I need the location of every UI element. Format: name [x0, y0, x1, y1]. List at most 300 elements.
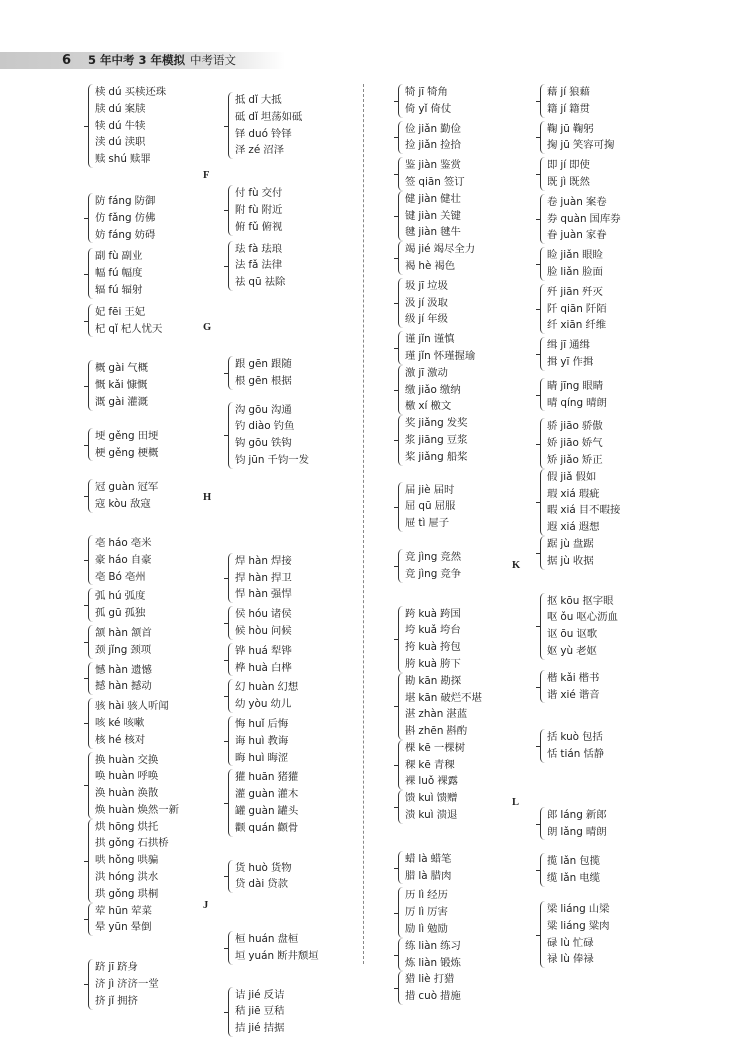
character: 即 [547, 159, 558, 172]
word-entry [547, 519, 680, 536]
pinyin: jiàn [418, 226, 438, 239]
word-entry [95, 84, 228, 101]
character: 溃 [405, 809, 416, 822]
word-group [228, 769, 368, 836]
pinyin: huán [248, 933, 275, 946]
character: 碌 [547, 936, 558, 949]
example-word: 钓鱼 [273, 420, 295, 433]
example-word: 楷书 [578, 671, 600, 684]
example-word: 冠军 [137, 481, 159, 494]
character: 垮 [405, 624, 416, 637]
character: 孤 [95, 607, 106, 620]
example-word: 晴朗 [585, 825, 607, 838]
pinyin: gài [108, 395, 125, 408]
word-group [540, 729, 680, 763]
character: 据 [547, 554, 558, 567]
column-3 [398, 84, 538, 1005]
character: 候 [235, 624, 246, 637]
example-word: 腊肉 [430, 869, 452, 882]
column-1 [88, 84, 228, 1010]
pinyin: dǐ [248, 94, 258, 106]
example-word: 问候 [270, 624, 292, 637]
word-entry [95, 210, 228, 227]
word-group [228, 606, 368, 640]
word-entry [405, 258, 538, 275]
pinyin: juàn [560, 195, 583, 208]
example-word: 捡拾 [440, 139, 461, 152]
pinyin: hài [108, 700, 125, 713]
character: 冠 [95, 481, 106, 494]
example-word: 豆浆 [446, 433, 468, 446]
character: 歼 [547, 285, 558, 298]
example-word: 核对 [124, 733, 146, 746]
word-entry [405, 365, 538, 382]
character: 秸 [235, 1005, 246, 1018]
word-entry [235, 435, 368, 452]
word-entry [95, 445, 228, 462]
pinyin: fù [248, 203, 259, 216]
character: 核 [95, 733, 106, 746]
character: 湛 [405, 708, 416, 721]
pinyin: hàn [248, 554, 268, 567]
pinyin: liàn [418, 939, 438, 952]
word-group [398, 971, 538, 1005]
word-group [228, 643, 368, 677]
character: 焕 [95, 803, 106, 816]
character: 谐 [547, 688, 558, 701]
character: 睛 [547, 379, 558, 392]
word-entry [95, 360, 228, 377]
character: 奖 [405, 417, 416, 430]
pinyin: fǎng [108, 211, 132, 224]
example-word: 垮台 [440, 624, 461, 637]
word-entry [405, 757, 538, 774]
word-entry [405, 84, 538, 101]
example-word: 破烂不堪 [440, 691, 482, 704]
character: 颔 [95, 626, 106, 639]
character: 犄 [405, 86, 416, 98]
character: 纤 [547, 319, 558, 332]
word-entry [547, 729, 680, 746]
character: 挎 [405, 641, 416, 654]
character: 斟 [405, 725, 416, 738]
pinyin: dú [108, 119, 122, 132]
word-entry [95, 101, 228, 118]
pinyin: hòu [248, 624, 268, 637]
word-group [398, 415, 538, 465]
example-word: 荤菜 [131, 904, 152, 917]
example-word: 山梁 [588, 903, 610, 916]
pinyin: luǒ [418, 775, 435, 788]
example-word: 副业 [121, 250, 143, 263]
pinyin: jǐn [418, 333, 431, 346]
example-word: 娇气 [581, 437, 603, 450]
character: 级 [405, 313, 416, 326]
example-word: 坦荡如砥 [260, 110, 303, 123]
pinyin: kuò [560, 731, 580, 744]
example-word: 涣散 [137, 787, 159, 800]
example-word: 矫正 [581, 453, 603, 466]
character: 恬 [547, 748, 558, 761]
pinyin: hè [418, 259, 432, 272]
example-word: 田埂 [137, 429, 159, 442]
pinyin: jūn [248, 453, 265, 466]
pinyin: cuò [418, 990, 438, 1003]
pinyin: hǒng [108, 854, 135, 867]
example-word: 猪獾 [277, 771, 299, 784]
word-group [540, 157, 680, 191]
character: 贷 [235, 878, 246, 891]
word-entry [95, 976, 228, 993]
word-entry [547, 301, 680, 318]
word-entry [547, 609, 680, 626]
word-entry [235, 660, 368, 677]
pinyin: jiàn [418, 209, 438, 222]
pinyin: ké [108, 716, 121, 729]
word-entry [405, 224, 538, 241]
word-group [540, 807, 680, 841]
word-group [88, 193, 228, 243]
example-word: 谨慎 [433, 333, 455, 346]
pinyin: yòu [248, 698, 268, 711]
character: 桦 [235, 661, 246, 674]
character: 洪 [95, 871, 106, 884]
example-word: 鞠躬 [572, 122, 594, 135]
example-word: 电缆 [579, 872, 601, 885]
character: 挤 [95, 994, 106, 1007]
pinyin: huàn [248, 681, 275, 694]
word-entry [405, 690, 538, 707]
example-word: 俯视 [261, 220, 283, 233]
character: 捡 [405, 139, 416, 152]
word-group [540, 418, 680, 468]
example-word: 垃圾 [427, 279, 448, 292]
pinyin: liáng [560, 903, 586, 916]
character: 概 [95, 362, 106, 375]
example-word: 晕倒 [130, 921, 152, 934]
character: 幼 [235, 698, 246, 711]
pinyin: zhàn [418, 708, 444, 721]
example-word: 骇人听闻 [127, 700, 169, 713]
example-word: 铃铎 [270, 127, 292, 140]
pinyin: kuì [418, 809, 434, 822]
example-word: 幅度 [121, 267, 143, 280]
pinyin: hàn [108, 663, 128, 676]
character: 粱 [547, 919, 558, 932]
pinyin: qū [418, 500, 432, 513]
character: 铎 [235, 127, 246, 140]
pinyin: lì [418, 889, 425, 902]
pinyin: jiǎo [560, 453, 579, 466]
pinyin: jī [418, 86, 425, 98]
word-entry [405, 415, 538, 432]
example-word: 经历 [427, 889, 448, 902]
word-entry [547, 853, 680, 870]
pinyin: guàn [108, 481, 135, 494]
word-entry [547, 211, 680, 228]
pinyin: jiàn [418, 159, 438, 172]
character: 汲 [405, 296, 416, 309]
example-word: 谐音 [578, 688, 600, 701]
pinyin: gū [108, 607, 122, 620]
character: 诘 [235, 988, 246, 1001]
pinyin: dú [108, 86, 122, 98]
word-entry [547, 626, 680, 643]
pinyin: liè [418, 973, 431, 986]
character: 涣 [95, 787, 106, 800]
word-group [88, 698, 228, 748]
word-entry [547, 227, 680, 244]
character: 砥 [235, 110, 246, 123]
character: 幻 [235, 681, 246, 694]
word-entry [95, 785, 228, 802]
word-group [88, 959, 228, 1009]
character: 瑕 [547, 487, 558, 500]
pinyin: lǎn [560, 872, 577, 885]
pinyin: fēi [108, 305, 122, 318]
pinyin: jiè [418, 483, 431, 496]
word-entry [547, 593, 680, 610]
character: 犊 [95, 119, 106, 132]
pinyin: fáng [108, 228, 132, 241]
example-word: 汲取 [427, 296, 448, 309]
example-word: 颔首 [130, 626, 152, 639]
word-entry [235, 643, 368, 660]
word-entry [405, 382, 538, 399]
word-entry [235, 623, 368, 640]
character: 健 [405, 192, 416, 205]
pinyin: jī [560, 339, 567, 352]
word-entry [547, 824, 680, 841]
character: 妃 [95, 305, 106, 318]
word-group [398, 241, 538, 275]
pinyin: jié [248, 1022, 261, 1035]
pinyin: jì [108, 978, 115, 991]
word-group [398, 365, 538, 415]
word-entry [547, 317, 680, 334]
word-entry [405, 101, 538, 118]
pinyin: kuà [418, 607, 438, 620]
character: 钧 [235, 453, 246, 466]
pinyin: jǐn [418, 349, 431, 362]
word-entry [235, 418, 368, 435]
pinyin: jīng [560, 379, 580, 392]
character: 掬 [547, 139, 558, 152]
pinyin: huàn [108, 770, 135, 783]
pinyin: gěng [108, 446, 135, 459]
character: 呕 [547, 611, 558, 624]
example-word: 灌溉 [127, 395, 149, 408]
example-word: 渎职 [124, 136, 146, 149]
pinyin: jiǎn [418, 122, 438, 135]
pinyin: lì [418, 906, 425, 919]
word-group [540, 469, 680, 536]
word-entry [547, 901, 680, 918]
word-entry [405, 241, 538, 258]
character: 倚 [405, 102, 416, 115]
character: 捍 [235, 571, 246, 584]
word-entry [405, 868, 538, 885]
example-word: 目不暇接 [578, 504, 621, 517]
character: 晕 [95, 921, 106, 934]
character: 屉 [405, 517, 416, 530]
pinyin: gǒng [108, 837, 135, 850]
word-entry [235, 696, 368, 713]
section-letter-l: L [512, 797, 520, 808]
character: 讴 [547, 628, 558, 641]
word-entry [547, 536, 680, 553]
column-2 [228, 84, 368, 1037]
example-word: 眼睑 [582, 249, 603, 262]
pinyin: jī [108, 961, 115, 974]
pinyin: kān [418, 691, 438, 704]
pinyin: huǐ [248, 717, 265, 730]
character: 附 [235, 203, 246, 216]
pinyin: jù [560, 537, 570, 550]
example-word: 褐色 [434, 259, 456, 272]
example-word: 颧骨 [277, 821, 299, 834]
word-entry [547, 121, 680, 138]
word-entry [405, 449, 538, 466]
pinyin: yù [560, 644, 574, 657]
pinyin: xiá [560, 487, 576, 500]
word-entry [235, 1020, 368, 1037]
character: 竞 [405, 567, 416, 580]
word-entry [95, 768, 228, 785]
word-entry [405, 348, 538, 365]
example-word: 打猎 [433, 973, 455, 986]
word-entry [405, 622, 538, 639]
word-group [228, 241, 368, 291]
pinyin: gài [108, 362, 125, 375]
word-group [88, 819, 228, 903]
character: 跟 [235, 357, 246, 370]
word-group [228, 92, 368, 159]
character: 埂 [95, 429, 106, 442]
character: 鞠 [547, 122, 558, 135]
character: 谨 [405, 333, 416, 346]
example-word: 咳嗽 [123, 716, 145, 729]
example-word: 国库券 [589, 212, 621, 225]
pinyin: háo [108, 536, 128, 549]
example-word: 附近 [261, 203, 283, 216]
character: 睑 [547, 249, 558, 262]
example-word: 湛蓝 [446, 708, 468, 721]
pinyin: huò [248, 861, 268, 874]
pinyin: quán [248, 821, 275, 834]
example-word: 诸侯 [270, 608, 292, 621]
section-letter-h: H [203, 492, 212, 503]
word-entry [547, 157, 680, 174]
word-entry [405, 938, 538, 955]
pinyin: kē [418, 741, 431, 754]
pinyin: hóng [108, 871, 135, 884]
example-word: 豆秸 [263, 1005, 285, 1018]
example-word: 祛除 [264, 276, 286, 289]
book-title: 5 年中考 3 年模拟 [88, 53, 186, 67]
example-word: 敌寇 [129, 498, 151, 511]
character: 颈 [95, 643, 106, 656]
word-entry [235, 452, 368, 469]
example-word: 包括 [582, 731, 603, 744]
character: 悍 [235, 588, 246, 601]
word-entry [405, 121, 538, 138]
pinyin: gǒng [108, 887, 135, 900]
pinyin: huān [248, 771, 275, 784]
pinyin: qū [248, 276, 262, 289]
word-group [228, 931, 368, 965]
example-word: 呼唤 [137, 770, 159, 783]
example-word: 反诘 [263, 988, 285, 1001]
word-group [540, 84, 680, 118]
example-word: 仿佛 [134, 211, 156, 224]
word-entry [95, 732, 228, 749]
character: 禄 [547, 953, 558, 966]
character: 垣 [235, 949, 246, 962]
example-word: 捍卫 [270, 571, 292, 584]
character: 厉 [405, 906, 416, 919]
word-entry [95, 715, 228, 732]
pinyin: gěng [108, 429, 135, 442]
pinyin: hūn [108, 904, 129, 917]
word-entry [235, 373, 368, 390]
word-entry [235, 142, 368, 159]
example-word: 馈赠 [436, 792, 458, 805]
pinyin: kōu [560, 594, 580, 607]
character: 杞 [95, 322, 106, 335]
character: 寇 [95, 498, 106, 511]
word-entry [235, 786, 368, 803]
character: 骄 [547, 420, 558, 433]
example-word: 眼睛 [582, 379, 604, 392]
pinyin: fù [108, 250, 119, 263]
example-word: 焕然一新 [137, 803, 180, 816]
word-group [88, 248, 228, 298]
example-word: 签订 [443, 175, 465, 188]
word-entry [405, 432, 538, 449]
word-entry [235, 1003, 368, 1020]
word-group [88, 535, 228, 585]
character: 缉 [547, 339, 558, 352]
pinyin: dú [108, 102, 122, 115]
example-word: 狼藉 [569, 86, 590, 98]
pinyin: Bó [108, 570, 122, 583]
example-word: 鉴赏 [440, 159, 461, 172]
example-word: 厉害 [427, 906, 448, 919]
example-word: 教诲 [267, 734, 289, 747]
example-word: 作揖 [572, 355, 594, 368]
example-word: 断井颓垣 [277, 949, 319, 962]
example-word: 届时 [433, 483, 455, 496]
word-entry [405, 278, 538, 295]
word-entry [547, 337, 680, 354]
example-word: 老妪 [576, 644, 597, 657]
character: 仿 [95, 211, 106, 224]
section-letter-g: G [203, 322, 212, 333]
pinyin: dú [108, 136, 122, 149]
pinyin: hàn [248, 588, 268, 601]
character: 罐 [235, 804, 246, 817]
pinyin: jí [560, 86, 567, 98]
example-word: 家眷 [585, 229, 607, 242]
pinyin: lì [418, 923, 425, 936]
pinyin: fǎ [248, 259, 259, 272]
example-word: 缴纳 [439, 383, 461, 396]
word-entry [547, 174, 680, 191]
word-entry [547, 807, 680, 824]
example-word: 强悍 [270, 588, 292, 601]
word-group [88, 360, 228, 410]
